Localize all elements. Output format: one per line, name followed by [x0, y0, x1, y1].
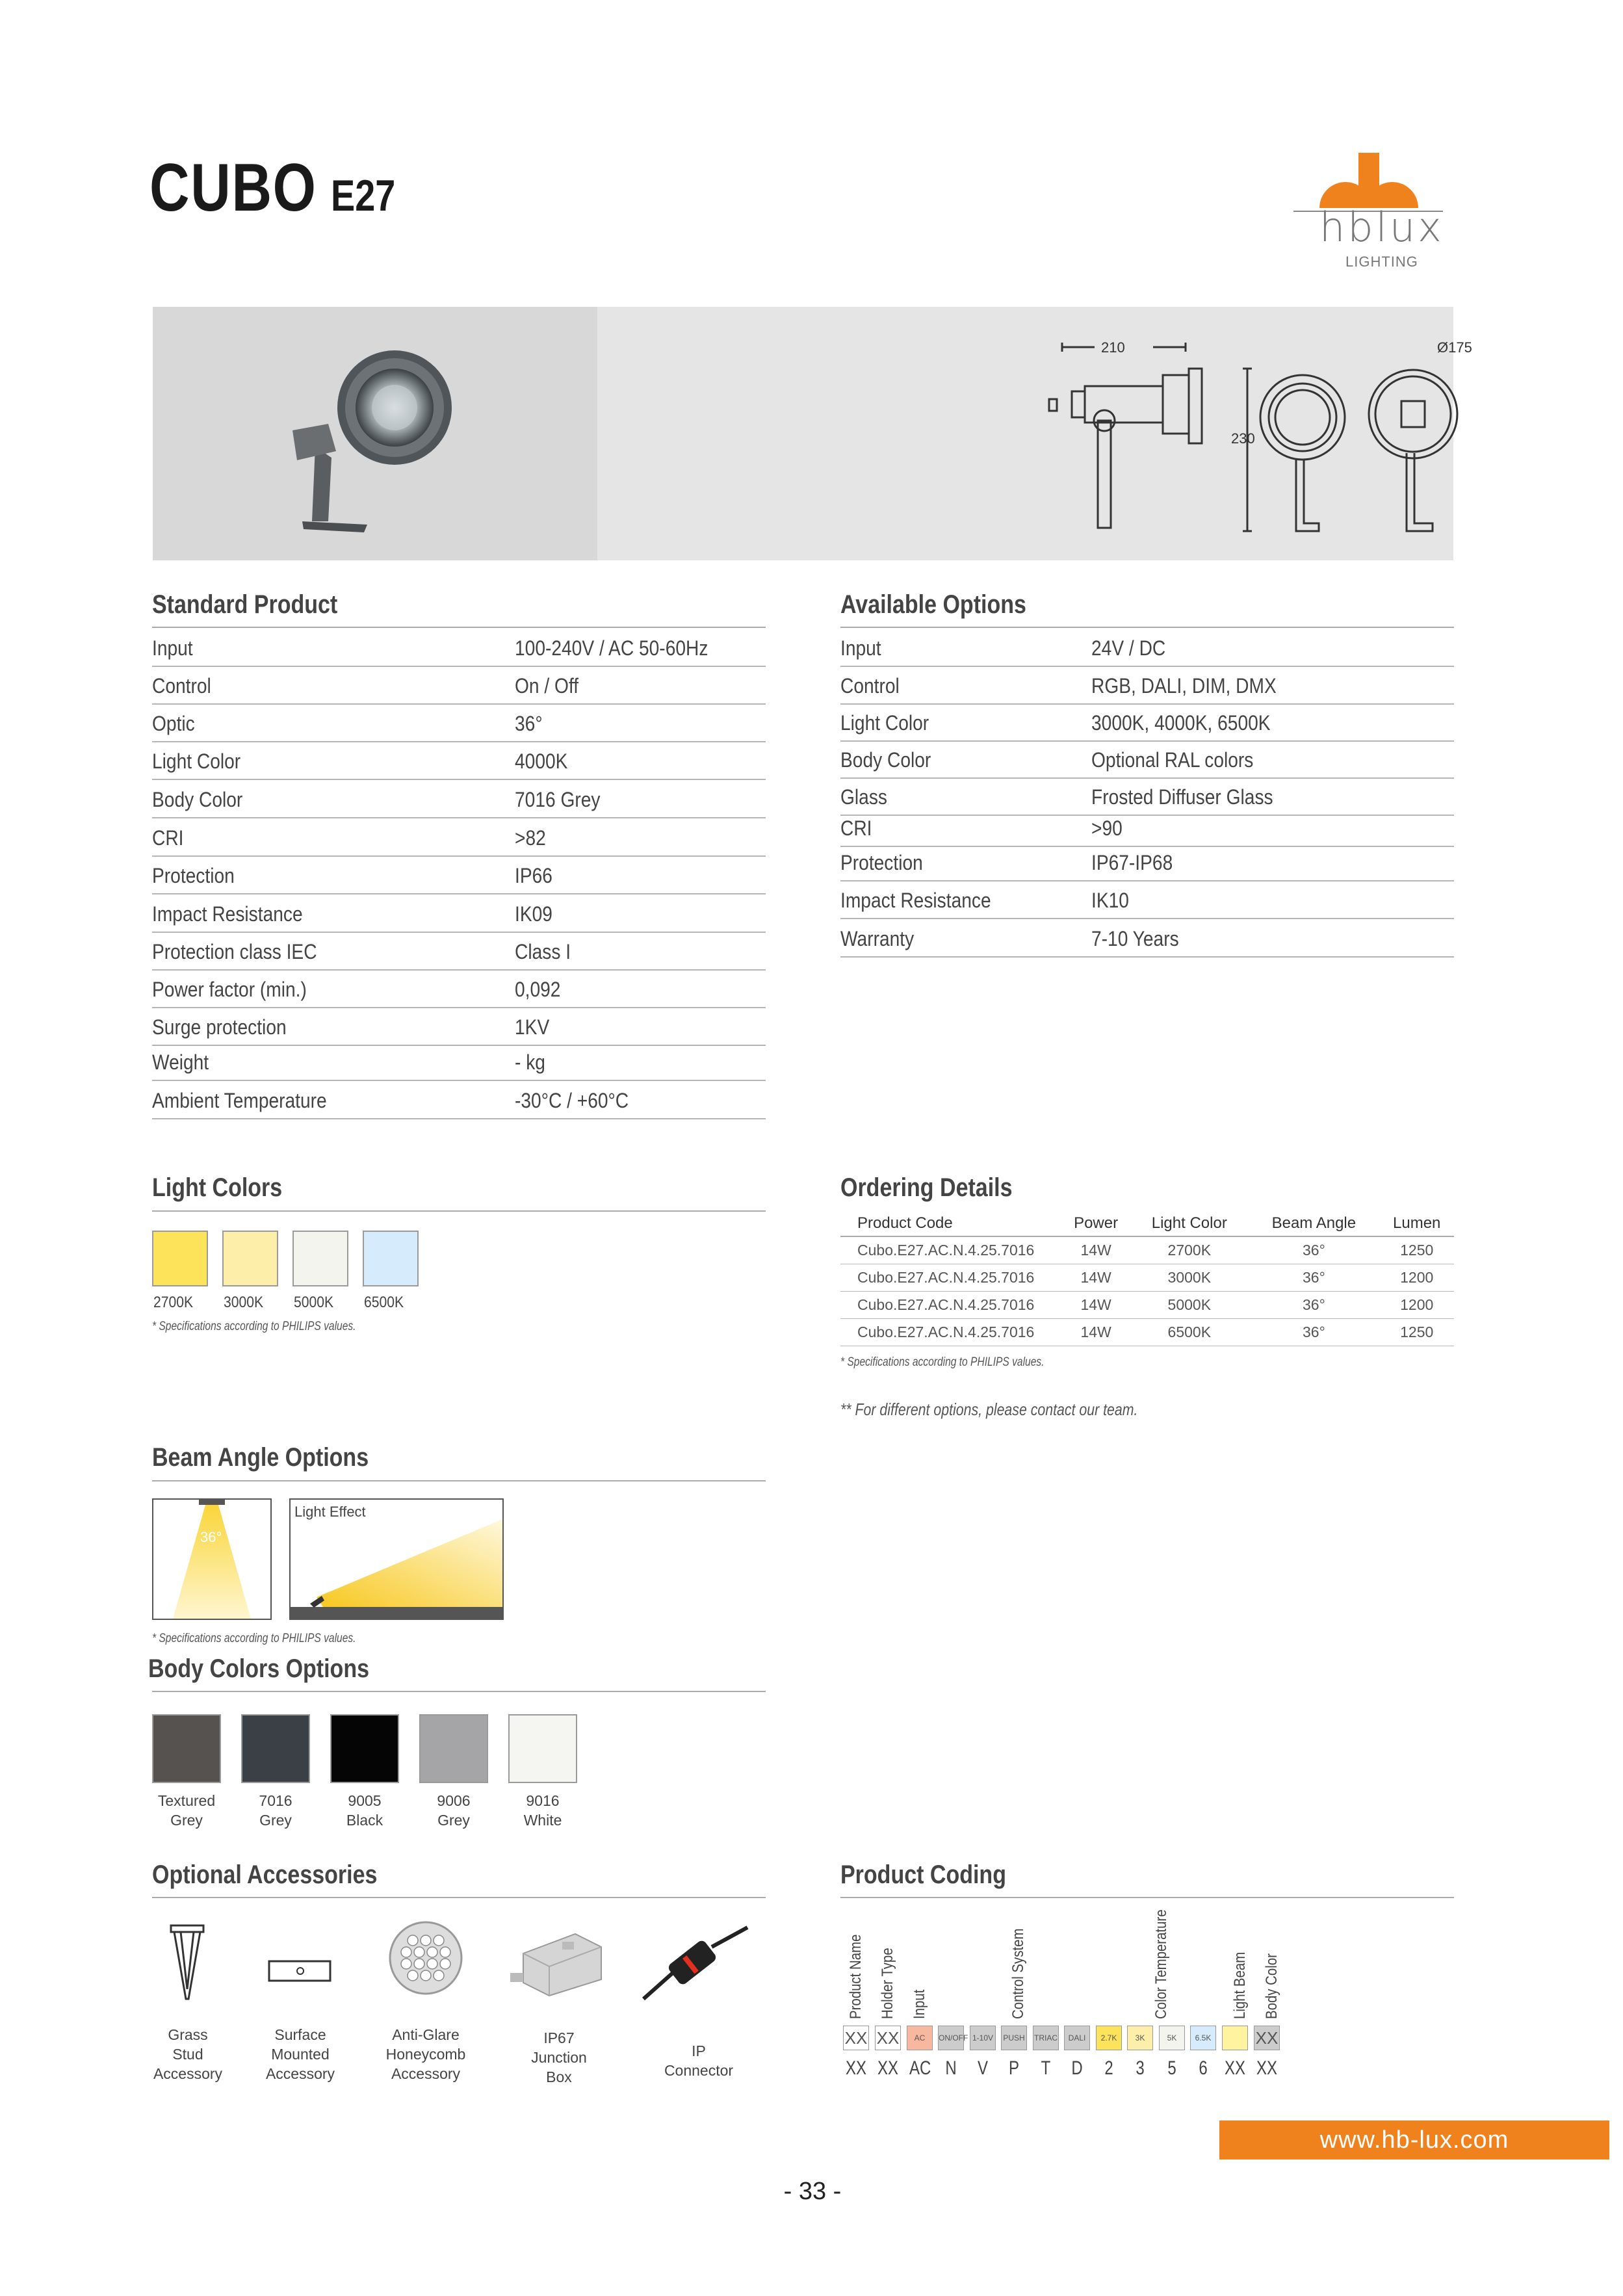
dim-height: 230 — [1231, 430, 1255, 447]
dim-diameter: Ø175 — [1437, 339, 1472, 356]
spec-row — [152, 705, 766, 742]
accessories-title: Optional Accessories — [152, 1860, 378, 1889]
product-variant: E27 — [330, 171, 395, 220]
standard-product-title: Standard Product — [152, 590, 338, 619]
beam-angle-value: 36° — [200, 1529, 222, 1545]
body-color-label — [237, 1791, 315, 1830]
accessory-label-line: Stud — [172, 2046, 203, 2063]
code-box: ON/OFF — [938, 2026, 964, 2050]
code-box: PUSH — [1001, 2026, 1027, 2050]
code-value: XX — [1256, 2057, 1278, 2079]
spec-row — [840, 741, 1454, 779]
code-value: N — [945, 2057, 957, 2079]
body-color-code: Textured — [157, 1792, 216, 1809]
spec-value: 24V / DC — [1091, 636, 1166, 660]
spec-label: Impact Resistance — [840, 889, 991, 912]
coding-label: Body Color — [1263, 1953, 1280, 2019]
body-color-swatch — [508, 1714, 577, 1783]
body-color-code: 7016 — [259, 1792, 292, 1809]
table-cell: 36° — [1248, 1236, 1379, 1264]
coding-label: Control System — [1009, 1928, 1027, 2019]
column-header: Light Color — [1130, 1210, 1248, 1236]
table-row — [840, 1291, 1454, 1318]
accessory-label — [133, 2025, 243, 2083]
ip-connector-icon — [640, 1924, 751, 2005]
light-color-label: 6500K — [364, 1294, 404, 1311]
spec-value: Class I — [515, 940, 571, 963]
spec-row — [840, 881, 1454, 919]
body-color-label — [148, 1791, 226, 1830]
spec-value: On / Off — [515, 674, 579, 698]
code-box: 3K — [1127, 2026, 1153, 2050]
beam-angle-diagram — [152, 1498, 272, 1620]
light-color-swatch — [363, 1231, 419, 1286]
body-color-swatch — [152, 1714, 221, 1783]
code-value: D — [1071, 2057, 1083, 2079]
spec-label: Control — [152, 674, 211, 698]
body-color-label — [415, 1791, 493, 1830]
column-header: Product Code — [840, 1210, 1061, 1236]
spec-row — [840, 629, 1454, 667]
contact-note: ** For different options, please contact our team. — [840, 1400, 1138, 1419]
spec-row — [152, 742, 766, 780]
spec-value: 1KV — [515, 1015, 550, 1039]
spec-value: Optional RAL colors — [1091, 748, 1254, 772]
spec-label: Control — [840, 674, 900, 698]
body-colors-title: Body Colors Options — [148, 1654, 369, 1683]
accessory-label-line: Junction — [531, 2049, 587, 2066]
spec-value: 4000K — [515, 750, 568, 773]
spec-value: >90 — [1091, 816, 1123, 840]
accessory-label-line: Accessory — [391, 2065, 461, 2082]
code-value: AC — [909, 2057, 931, 2079]
spec-row — [152, 819, 766, 857]
spec-row — [840, 704, 1454, 742]
code-box: 6.5K — [1190, 2026, 1216, 2050]
spec-label: Warranty — [840, 927, 915, 950]
spec-value: -30°C / +60°C — [515, 1089, 629, 1112]
table-cell: 1250 — [1379, 1318, 1454, 1346]
table-cell: 36° — [1248, 1291, 1379, 1318]
light-color-swatch — [292, 1231, 348, 1286]
page-title — [149, 150, 409, 227]
spec-row — [152, 629, 766, 667]
honeycomb-icon — [387, 1921, 465, 1999]
code-value: 2 — [1104, 2057, 1113, 2079]
light-colors-note: * Specifications according to PHILIPS values. — [152, 1320, 356, 1333]
accessory-label — [643, 2041, 754, 2080]
table-cell: Cubo.E27.AC.N.4.25.7016 — [840, 1236, 1061, 1264]
code-value: XX — [846, 2057, 867, 2079]
spec-label: Weight — [152, 1050, 209, 1074]
spec-value: 100-240V / AC 50-60Hz — [515, 636, 708, 660]
coding-label: Input — [911, 1989, 928, 2019]
ordering-details-title: Ordering Details — [840, 1173, 1013, 1202]
product-photo — [153, 307, 597, 560]
body-color-name: Black — [346, 1812, 383, 1829]
spec-row — [840, 920, 1454, 958]
accessory-label-line: Accessory — [265, 2065, 335, 2082]
accessory-label — [245, 2025, 356, 2083]
accessory-label-line: Mounted — [271, 2046, 330, 2063]
table-cell: 14W — [1061, 1264, 1130, 1291]
spec-label: Body Color — [840, 748, 931, 772]
product-coding-title: Product Coding — [840, 1860, 1006, 1889]
body-color-label — [326, 1791, 404, 1830]
available-options-title: Available Options — [840, 590, 1026, 619]
table-header-row — [840, 1210, 1454, 1236]
spec-row — [152, 895, 766, 933]
light-color-swatch — [222, 1231, 278, 1286]
divider — [152, 1897, 766, 1898]
accessory-label-line: Grass — [168, 2026, 208, 2043]
body-color-name: Grey — [259, 1812, 292, 1829]
surface-mount-icon — [268, 1958, 333, 1987]
accessory-label — [504, 2028, 614, 2087]
code-value: V — [977, 2057, 988, 2079]
code-box — [1222, 2026, 1248, 2050]
product-hero — [153, 307, 1472, 560]
spec-value: Frosted Diffuser Glass — [1091, 785, 1273, 809]
code-box: DALI — [1064, 2026, 1090, 2050]
accessory-label-line: Box — [546, 2068, 572, 2085]
body-color-label — [504, 1791, 582, 1830]
code-box: TRIAC — [1033, 2026, 1059, 2050]
table-cell: 1250 — [1379, 1236, 1454, 1264]
spec-label: Protection — [840, 851, 923, 874]
code-box: XX — [843, 2026, 869, 2050]
table-cell: 14W — [1061, 1291, 1130, 1318]
code-box: XX — [1254, 2026, 1280, 2050]
body-color-swatch — [330, 1714, 399, 1783]
divider — [152, 1480, 766, 1481]
table-cell: 36° — [1248, 1264, 1379, 1291]
accessory-label-line: IP — [692, 2042, 706, 2059]
column-header: Lumen — [1379, 1210, 1454, 1236]
brand-logo — [1293, 146, 1443, 276]
accessory-label-line: Connector — [664, 2062, 734, 2079]
code-box: 1-10V — [970, 2026, 996, 2050]
dim-width: 210 — [1101, 339, 1125, 356]
spec-row — [840, 667, 1454, 705]
spec-row — [840, 846, 1454, 881]
spec-value: 7016 Grey — [515, 788, 601, 811]
code-value: 3 — [1136, 2057, 1145, 2079]
spec-row — [152, 971, 766, 1008]
spec-value: IK09 — [515, 902, 552, 926]
spec-label: CRI — [840, 816, 872, 840]
spec-value: IP66 — [515, 864, 552, 887]
product-name: CUBO — [149, 150, 317, 226]
divider — [840, 627, 1454, 628]
column-header: Power — [1061, 1210, 1130, 1236]
spec-row — [152, 1043, 766, 1081]
code-value: XX — [1225, 2057, 1246, 2079]
spec-row — [152, 781, 766, 818]
spec-row — [152, 933, 766, 971]
beam-angle-title: Beam Angle Options — [152, 1443, 369, 1472]
accessory-label — [370, 2025, 481, 2083]
light-color-swatch — [152, 1231, 208, 1286]
spec-label: Protection — [152, 864, 235, 887]
coding-label: Product Name — [847, 1934, 864, 2019]
light-colors-title: Light Colors — [152, 1173, 283, 1202]
spec-value: 0,092 — [515, 978, 561, 1001]
coding-label: Light Beam — [1231, 1951, 1249, 2019]
table-cell: 3000K — [1130, 1264, 1248, 1291]
table-cell: 14W — [1061, 1236, 1130, 1264]
spec-row — [152, 857, 766, 894]
spec-row — [840, 815, 1454, 847]
spec-row — [152, 1008, 766, 1046]
spec-value: IP67-IP68 — [1091, 851, 1173, 874]
table-cell: 1200 — [1379, 1291, 1454, 1318]
spec-row — [840, 778, 1454, 816]
spec-label: Light Color — [840, 711, 929, 735]
table-row — [840, 1264, 1454, 1291]
spec-label: CRI — [152, 826, 184, 850]
coding-label: Color Temperature — [1152, 1909, 1170, 2019]
logo-subtext: LIGHTING — [1345, 254, 1418, 270]
table-cell: 14W — [1061, 1318, 1130, 1346]
grass-stud-icon — [168, 1924, 207, 2005]
spec-value: >82 — [515, 826, 546, 850]
accessory-label-line: Accessory — [153, 2065, 223, 2082]
spec-row — [152, 667, 766, 705]
beam-note: * Specifications according to PHILIPS values. — [152, 1632, 356, 1645]
light-effect-label: Light Effect — [294, 1504, 366, 1520]
spec-value: IK10 — [1091, 889, 1129, 912]
coding-label: Holder Type — [879, 1948, 896, 2019]
ordering-note: * Specifications according to PHILIPS values. — [840, 1355, 1045, 1369]
spec-label: Protection class IEC — [152, 940, 317, 963]
spec-label: Input — [840, 636, 881, 660]
spec-value: - kg — [515, 1050, 545, 1074]
spec-label: Surge protection — [152, 1015, 287, 1039]
accessory-label-line: Surface — [274, 2026, 326, 2043]
spec-value: 3000K, 4000K, 6500K — [1091, 711, 1271, 735]
table-cell: Cubo.E27.AC.N.4.25.7016 — [840, 1264, 1061, 1291]
table-cell: Cubo.E27.AC.N.4.25.7016 — [840, 1291, 1061, 1318]
divider — [840, 1897, 1454, 1898]
accessory-label-line: Anti-Glare — [392, 2026, 460, 2043]
accessory-label-line: Honeycomb — [385, 2046, 466, 2063]
logo-text: hblux — [1319, 203, 1444, 251]
code-box: 2.7K — [1096, 2026, 1122, 2050]
spec-row — [152, 1082, 766, 1119]
body-color-name: Grey — [170, 1812, 203, 1829]
table-cell: Cubo.E27.AC.N.4.25.7016 — [840, 1318, 1061, 1346]
spec-label: Ambient Temperature — [152, 1089, 327, 1112]
table-cell: 1200 — [1379, 1264, 1454, 1291]
body-color-swatch — [241, 1714, 310, 1783]
spec-label: Input — [152, 636, 193, 660]
body-color-code: 9006 — [437, 1792, 471, 1809]
table-cell: 6500K — [1130, 1318, 1248, 1346]
spec-label: Power factor (min.) — [152, 978, 307, 1001]
light-effect-diagram — [289, 1498, 504, 1620]
body-color-code: 9005 — [348, 1792, 382, 1809]
spec-value: 36° — [515, 712, 543, 735]
body-color-code: 9016 — [526, 1792, 560, 1809]
code-value: P — [1008, 2057, 1019, 2079]
light-color-label: 2700K — [153, 1294, 194, 1311]
code-box: XX — [875, 2026, 901, 2050]
code-value: T — [1041, 2057, 1051, 2079]
code-box: 5K — [1159, 2026, 1185, 2050]
table-row — [840, 1236, 1454, 1264]
junction-box-icon — [510, 1927, 608, 2002]
body-color-name: White — [523, 1812, 562, 1829]
body-color-swatch — [419, 1714, 488, 1783]
spec-label: Impact Resistance — [152, 902, 303, 926]
divider — [152, 1691, 766, 1692]
code-value: XX — [877, 2057, 899, 2079]
column-header: Beam Angle — [1248, 1210, 1379, 1236]
table-row — [840, 1318, 1454, 1346]
website-banner[interactable]: www.hb-lux.com — [1219, 2120, 1609, 2159]
spec-label: Light Color — [152, 750, 241, 773]
table-cell: 2700K — [1130, 1236, 1248, 1264]
divider — [152, 1210, 766, 1212]
light-color-label: 3000K — [224, 1294, 264, 1311]
table-cell: 36° — [1248, 1318, 1379, 1346]
light-color-label: 5000K — [294, 1294, 334, 1311]
spec-value: 7-10 Years — [1091, 927, 1179, 950]
code-value: 6 — [1199, 2057, 1208, 2079]
table-cell: 5000K — [1130, 1291, 1248, 1318]
divider — [152, 627, 766, 628]
spec-value: RGB, DALI, DIM, DMX — [1091, 674, 1277, 698]
page-number: - 33 - — [783, 2178, 842, 2205]
spec-label: Optic — [152, 712, 195, 735]
code-box: AC — [907, 2026, 933, 2050]
ordering-table — [840, 1210, 1454, 1346]
code-value: 5 — [1167, 2057, 1176, 2079]
spec-label: Body Color — [152, 788, 243, 811]
body-color-name: Grey — [437, 1812, 470, 1829]
technical-drawing — [597, 307, 1472, 560]
accessory-label-line: IP67 — [543, 2029, 575, 2046]
spec-label: Glass — [840, 785, 887, 809]
